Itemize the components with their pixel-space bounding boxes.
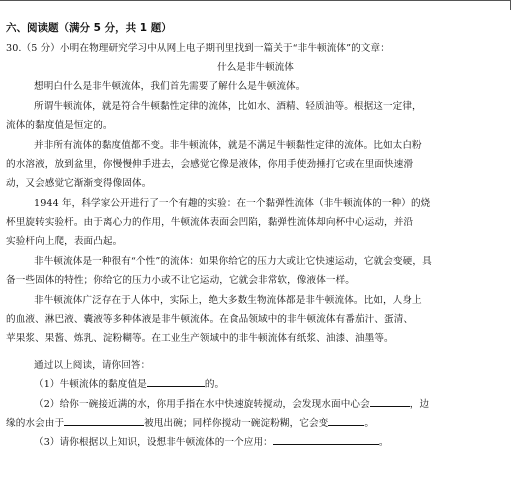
question-3-suffix: 。 [378,437,389,448]
question-3 [34,434,389,448]
question-intro: 30.（5 分）小明在物理研究学习中从网上电子期刊里找到一篇关于“非牛顿流体”的文章： [6,43,390,54]
question-2-suffix: 。 [364,418,375,429]
answer-blank-3[interactable] [273,435,379,445]
question-3-text: （3）请你根据以上知识，设想非牛顿流体的一个应用： [34,437,273,448]
article-line: 的水溶液，放到盆里，你慢慢伸手进去，会感觉它像是液体，你用手使劲捶打它或在里面快速滑 [6,159,414,170]
question-2-text: （2）给你一碗接近满的水，你用手指在水中快速旋转搅动，会发现水面中心会 [34,399,370,410]
answer-blank-2a[interactable] [370,397,410,407]
article-title: 什么是非牛顿流体 [217,62,294,73]
article-line: 的血液、淋巴液、囊液等多种体液是非牛顿流体。在食品领域中的非牛顿流体有番茄汁、蛋清、 [6,314,414,325]
answer-prompt: 通过以上阅读，请你回答： [34,360,151,371]
article-line: 杯里旋转实验杆。由于离心力的作用，牛顿流体表面会凹陷，黏弹性流体却向杯中心运动，并沿 [6,217,414,228]
article-line: 所谓牛顿流体，就是符合牛顿黏性定律的流体，比如水、酒精、轻质油等。根据这一定律， [34,101,422,112]
article-line: 想明白什么是非牛顿流体，我们首先需要了解什么是牛顿流体。 [34,81,306,92]
question-2-continuation: ，边 [409,399,430,410]
question-2-line2 [6,415,374,429]
question-2-text-3: 被甩出碗；同样你搅动一碗淀粉糊，它会变 [144,418,329,429]
answer-blank-1[interactable] [147,377,205,387]
article-line: 流体的黏度值是恒定的。 [6,120,113,131]
article-line: 动，又会感觉它渐渐变得像固体。 [6,178,152,189]
article-line: 苹果浆、果酱、炼乳、淀粉糊等。在工业生产领域中的非牛顿流体有纸浆、油漆、油墨等。 [6,333,394,344]
article-line: 实验杆向上爬，表面凸起。 [6,236,123,247]
article-line: 非牛顿流体是一种很有“个性”的流体：如果你给它的压力大或让它快速运动，它就会变硬，具 [34,256,432,267]
article-line: 备一些固体的特性；你给它的压力小或不让它运动，它就会非常软，像液体一样。 [6,275,355,286]
article-line: 1944 年，科学家公开进行了一个有趣的实验：在一个黏弹性流体（非牛顿流体的一种）的烧 [34,198,431,209]
question-2 [34,396,429,410]
question-1-suffix: 的。 [204,379,225,390]
question-2-text-2: 缘的水会由于 [6,418,65,429]
answer-blank-2c[interactable] [328,416,364,426]
page-border-top [0,0,511,1]
question-1 [34,376,224,390]
section-heading: 六、阅读题（满分 5 分，共 1 题） [6,22,172,34]
answer-blank-2b[interactable] [64,416,144,426]
article-line: 并非所有流体的黏度值都不变。非牛顿流体，就是不满足牛顿黏性定律的流体。比如太白粉 [34,140,422,151]
article-line: 非牛顿流体广泛存在于人体中，实际上，绝大多数生物流体都是非牛顿流体。比如，人身上 [34,295,422,306]
question-1-text: （1）牛顿流体的黏度值是 [34,379,147,390]
